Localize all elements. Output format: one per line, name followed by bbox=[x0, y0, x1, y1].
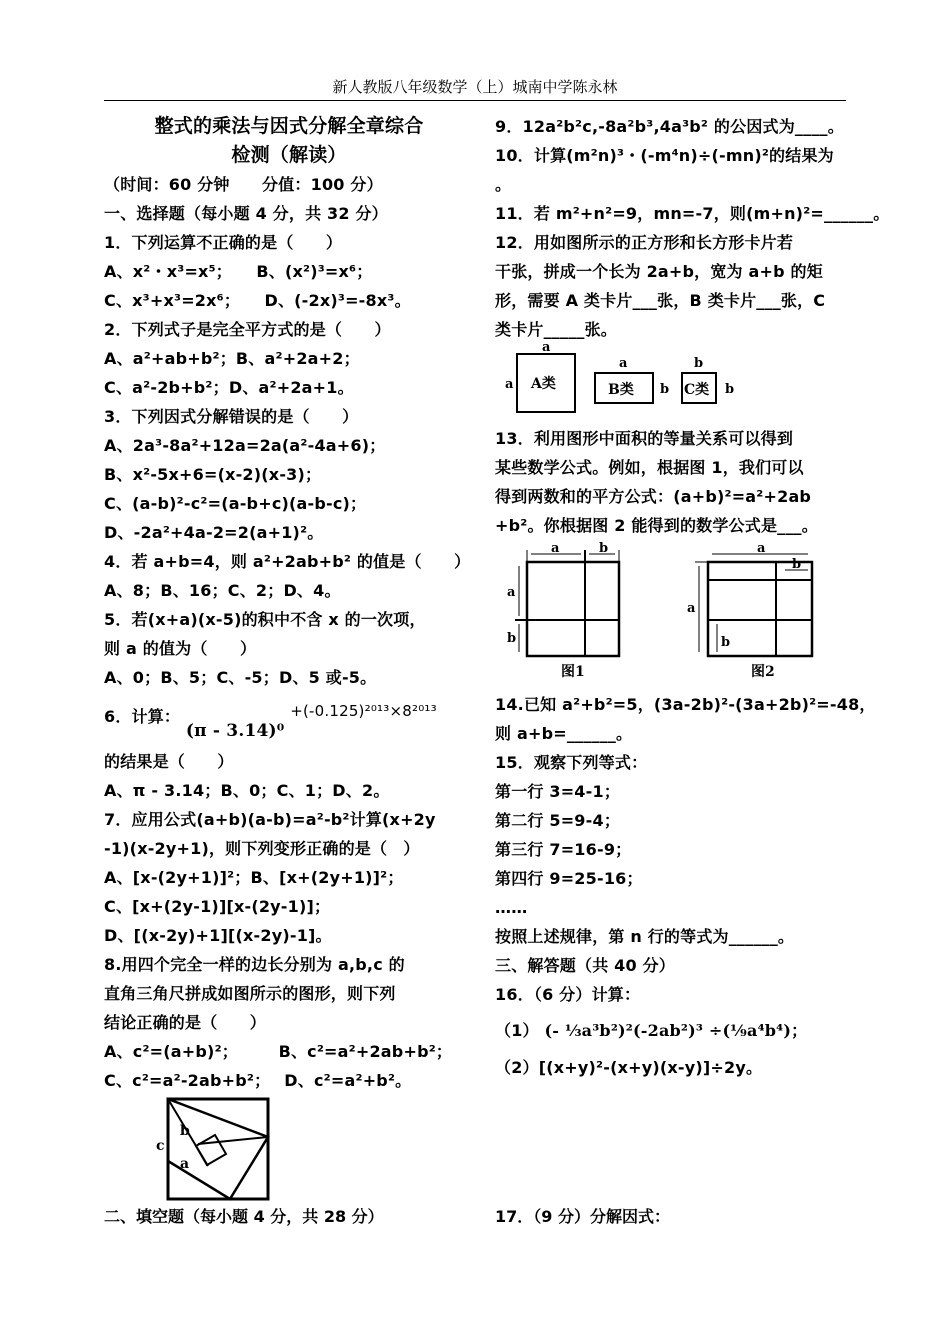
left-line-10: C、(a-b)²-c²=(a-b+c)(a-b-c)； bbox=[104, 494, 367, 513]
right-c-line-0: 14.已知 a²+b²=5，(3a-2b)²-(3a+2b)²=-48， bbox=[495, 695, 876, 714]
fig1-a-top: a bbox=[551, 541, 560, 556]
right-c-line-8: 按照上述规律，第 n 行的等式为______。 bbox=[495, 927, 795, 946]
right-c-line-2: 15．观察下列等式： bbox=[495, 753, 648, 772]
exam-meta: （时间：60 分钟 分值：100 分） bbox=[104, 175, 383, 194]
left-line-15: 则 a 的值为（ ） bbox=[104, 639, 257, 658]
left-line-2: A、x²・x³=x⁵； B、(x²)³=x⁶； bbox=[104, 262, 373, 281]
right-line-1: 10．计算(m²n)³・(-m⁴n)÷(-mn)²的结果为 bbox=[495, 146, 834, 165]
left-b-line-4: D、[(x-2y)+1][(x-2y)-1]。 bbox=[104, 926, 332, 945]
card-a: A类 bbox=[531, 376, 556, 392]
q6-label: 6．计算： bbox=[104, 707, 181, 726]
card-c-side: b bbox=[725, 382, 735, 397]
area-figures bbox=[495, 540, 855, 690]
left-line-16: A、0；B、5；C、-5；D、5 或-5。 bbox=[104, 668, 377, 687]
right-c-line-3: 第一行 3=4-1； bbox=[495, 782, 621, 801]
left-line-1: 1．下列运算不正确的是（ ） bbox=[104, 233, 343, 252]
right-c-line-7: …… bbox=[495, 898, 528, 917]
right-line-0: 9．12a²b²c,-8a²b³,4a³b² 的公因式为____。 bbox=[495, 117, 844, 136]
q16-part2: （2）[(x+y)²-(x+y)(x-y)]÷2y。 bbox=[495, 1058, 763, 1077]
right-b-line-0: 13．利用图形中面积的等量关系可以得到 bbox=[495, 429, 794, 448]
fig2-caption: 图2 bbox=[751, 664, 775, 680]
left-line-7: 3．下列因式分解错误的是（ ） bbox=[104, 407, 359, 426]
right-c-line-4: 第二行 5=9-4； bbox=[495, 811, 621, 830]
left-line-0: 一、选择题（每小题 4 分，共 32 分） bbox=[104, 204, 388, 223]
left-b-line-2: A、[x-(2y+1)]²；B、[x+(2y+1)]²； bbox=[104, 868, 404, 887]
left-line-14: 5．若(x+a)(x-5)的积中不含 x 的一次项， bbox=[104, 610, 426, 629]
fig1-a-side: a bbox=[507, 585, 516, 600]
fig2-a-top: a bbox=[757, 541, 766, 556]
exam-title-line1: 整式的乘法与因式分解全章综合 bbox=[154, 115, 424, 137]
right-c-line-10: 16．（6 分）计算： bbox=[495, 985, 641, 1004]
fig8-c: c bbox=[156, 1138, 165, 1154]
fig2-b-top: b bbox=[792, 557, 802, 572]
page-header: 新人教版八年级数学（上）城南中学陈永林 bbox=[104, 76, 846, 101]
fig2-b-side: b bbox=[721, 635, 731, 650]
right-c-line-6: 第四行 9=25-16； bbox=[495, 869, 643, 888]
card-a-top: a bbox=[542, 344, 551, 355]
fig8-a: a bbox=[180, 1156, 190, 1172]
question-6 bbox=[104, 692, 474, 742]
fig2-a-side: a bbox=[687, 601, 696, 616]
left-line-8: A、2a³-8a²+12a=2a(a²-4a+6)； bbox=[104, 436, 386, 455]
right-line-7: 类卡片_____张。 bbox=[495, 320, 618, 339]
right-line-5: 干张，拼成一个长为 2a+b，宽为 a+b 的矩 bbox=[495, 262, 823, 281]
right-line-2: 。 bbox=[495, 175, 512, 194]
card-b-top: a bbox=[619, 356, 628, 371]
fig1-caption: 图1 bbox=[561, 664, 585, 680]
figure-triangles bbox=[104, 1095, 474, 1205]
left-b-line-1: -1)(x-2y+1)，则下列变形正确的是（ ） bbox=[104, 839, 420, 858]
q6-tail: 的结果是（ ） bbox=[104, 752, 234, 771]
card-figure bbox=[495, 344, 855, 424]
question-17-heading: 17．（9 分）分解因式： bbox=[495, 1207, 670, 1226]
q6-expr: (π - 3.14)⁰ bbox=[185, 721, 285, 741]
left-b-line-6: 直角三角尺拼成如图所示的图形，则下列 bbox=[104, 984, 396, 1003]
card-c-top: b bbox=[694, 356, 704, 371]
card-b: B类 bbox=[608, 382, 634, 398]
q16-p1-expr: (- ⅓a³b²)²(-2ab²)³ ÷(⅑a⁴b⁴)； bbox=[544, 1021, 808, 1040]
card-c: C类 bbox=[684, 382, 710, 398]
left-line-11: D、-2a²+4a-2=2(a+1)²。 bbox=[104, 523, 324, 542]
section-2-heading: 二、填空题（每小题 4 分，共 28 分） bbox=[104, 1207, 384, 1226]
exam-title-line2: 检测（解读） bbox=[231, 144, 347, 166]
left-b-line-5: 8.用四个完全一样的边长分别为 a,b,c 的 bbox=[104, 955, 405, 974]
left-column bbox=[104, 112, 474, 1205]
area-diagram bbox=[495, 540, 855, 690]
left-line-12: 4．若 a+b=4，则 a²+2ab+b² 的值是（ ） bbox=[104, 552, 471, 571]
fig1-b-side: b bbox=[507, 631, 517, 646]
left-b-line-9: C、c²=a²-2ab+b²； D、c²=a²+b²。 bbox=[104, 1071, 412, 1090]
right-b-line-1: 某些数学公式。例如，根据图 1，我们可以 bbox=[495, 458, 804, 477]
right-column bbox=[495, 112, 890, 1082]
right-b-line-2: 得到两数和的平方公式：(a+b)²=a²+2ab bbox=[495, 487, 812, 506]
right-b-line-3: +b²。你根据图 2 能得到的数学公式是___。 bbox=[495, 516, 818, 535]
q16-part1 bbox=[495, 1009, 855, 1053]
left-line-3: C、x³+x³=2x⁶； D、(-2x)³=-8x³。 bbox=[104, 291, 411, 310]
triangle-square-diagram bbox=[104, 1095, 324, 1205]
right-c-line-5: 第三行 7=16-9； bbox=[495, 840, 632, 859]
right-c-line-9: 三、解答题（共 40 分） bbox=[495, 956, 676, 975]
right-line-6: 形，需要 A 类卡片___张，B 类卡片___张，C bbox=[495, 291, 826, 310]
right-c-line-1: 则 a+b=______。 bbox=[495, 724, 633, 743]
card-b-side: b bbox=[660, 382, 670, 397]
left-b-line-8: A、c²=(a+b)²； B、c²=a²+2ab+b²； bbox=[104, 1042, 453, 1061]
left-line-5: A、a²+ab+b²；B、a²+2a+2； bbox=[104, 349, 360, 368]
cards-diagram bbox=[495, 344, 795, 424]
right-line-4: 12．用如图所示的正方形和长方形卡片若 bbox=[495, 233, 794, 252]
fig8-b: b bbox=[180, 1123, 190, 1139]
left-line-13: A、8；B、16；C、2；D、4。 bbox=[104, 581, 341, 600]
left-line-6: C、a²-2b+b²；D、a²+2a+1。 bbox=[104, 378, 354, 397]
q16-p1-label: （1） bbox=[495, 1021, 539, 1040]
card-a-side: a bbox=[505, 377, 514, 392]
left-line-9: B、x²-5x+6=(x-2)(x-3)； bbox=[104, 465, 322, 484]
left-b-line-0: 7．应用公式(a+b)(a-b)=a²-b²计算(x+2y bbox=[104, 810, 436, 829]
fig1-b-top: b bbox=[599, 541, 609, 556]
left-b-line-7: 结论正确的是（ ） bbox=[104, 1013, 267, 1032]
left-line-4: 2．下列式子是完全平方式的是（ ） bbox=[104, 320, 391, 339]
left-b-line-3: C、[x+(2y-1)][x-(2y-1)]； bbox=[104, 897, 331, 916]
q6-rest: +(-0.125)²⁰¹³×8²⁰¹³ bbox=[290, 702, 437, 720]
q6-options: A、π - 3.14；B、0；C、1；D、2。 bbox=[104, 781, 390, 800]
right-line-3: 11．若 m²+n²=9，mn=-7，则(m+n)²=______。 bbox=[495, 204, 890, 223]
